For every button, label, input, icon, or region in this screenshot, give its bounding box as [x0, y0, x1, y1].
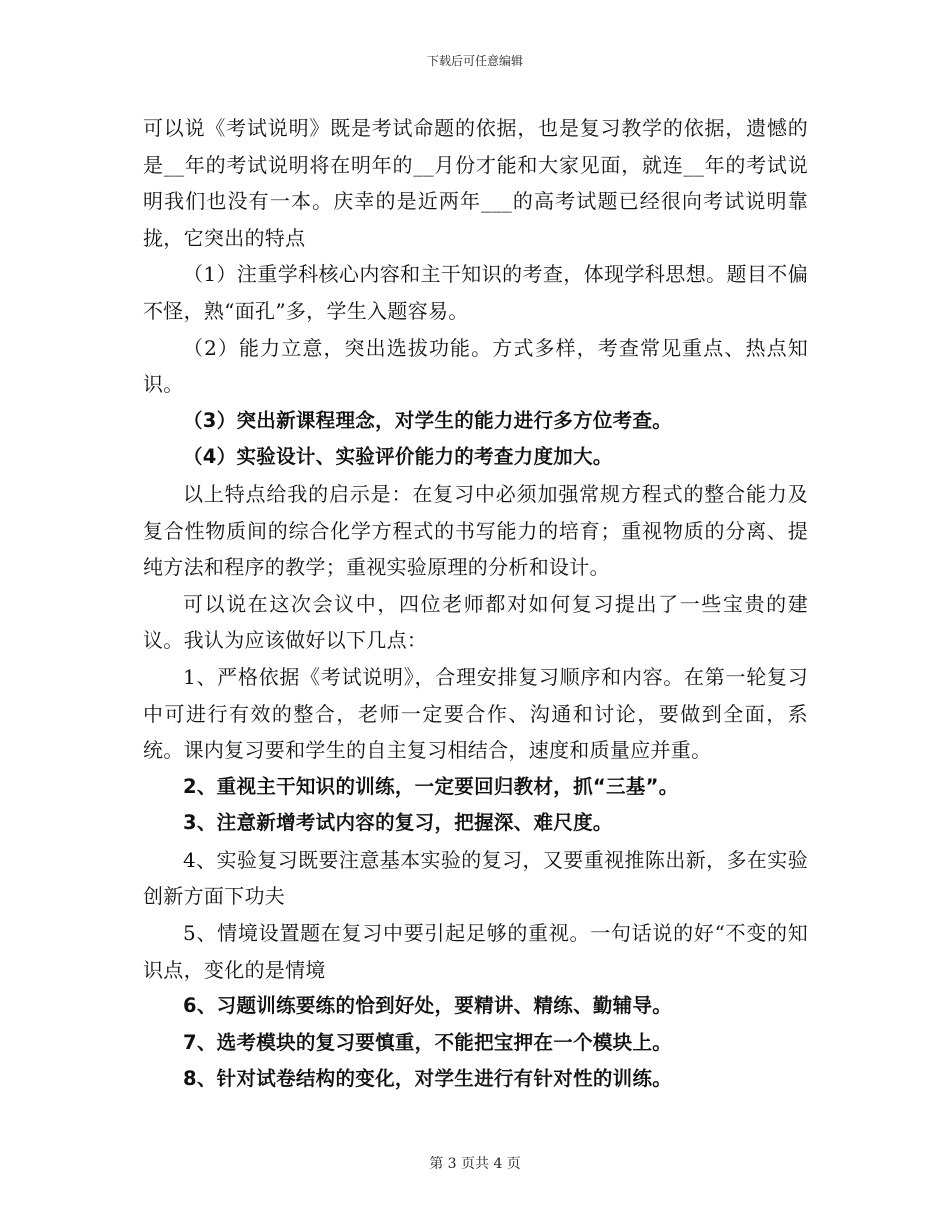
- feature-item-2: （2）能力立意，突出选拔功能。方式多样，考查常见重点、热点知识。: [143, 335, 808, 397]
- suggestion-item-7: 7、选考模块的复习要慎重，不能把宝押在一个模块上。: [183, 1030, 673, 1054]
- page-footer: 第 3 页共 4 页: [429, 1156, 521, 1172]
- feature-item-1: （1）注重学科核心内容和主干知识的考查，体现学科思想。题目不偏不怪，熟“面孔”多，学生入题容易。: [143, 262, 808, 323]
- suggestion-item-3: 3、注意新增考试内容的复习，把握深、难尺度。: [183, 811, 613, 835]
- suggestion-item-5: 5、情境设置题在复习中要引起足够的重视。一句话说的好“不变的知识点，变化的是情境: [143, 921, 808, 982]
- feature-item-4: （4）实验设计、实验评价能力的考查力度加大。: [183, 445, 613, 469]
- intro-paragraph: 可以说《考试说明》既是考试命题的依据，也是复习教学的依据，遗憾的是__年的考试说明将在明年的__月份才能和大家见面，就连__年的考试说明我们也没有一本。庆幸的是近两年___的高考试题已经很向考试说明靠拢，它突出的特点: [143, 116, 808, 250]
- feature-item-3: （3）突出新课程理念，对学生的能力进行多方位考查。: [183, 408, 673, 432]
- suggestion-item-6: 6、习题训练要练的恰到好处，要精讲、精练、勤辅导。: [183, 994, 673, 1018]
- insight-paragraph: 以上特点给我的启示是：在复习中必须加强常规方程式的整合能力及复合性物质间的综合化学方程式的书写能力的培育；重视物质的分离、提纯方法和程序的教学；重视实验原理的分析和设计。: [143, 481, 808, 580]
- page-header: 下载后可任意编辑: [426, 54, 523, 68]
- suggestion-intro-paragraph: 可以说在这次会议中，四位老师都对如何复习提出了一些宝贵的建议。我认为应该做好以下几点：: [143, 591, 808, 653]
- document-body: [143, 110, 808, 1098]
- suggestion-item-1: 1、严格依据《考试说明》，合理安排复习顺序和内容。在第一轮复习中可进行有效的整合，老师一定要合作、沟通和讨论，要做到全面，系统。课内复习要和学生的自主复习相结合，速度和质量应并重。: [143, 664, 808, 763]
- suggestion-item-4: 4、实验复习既要注意基本实验的复习，又要重视推陈出新，多在实验创新方面下功夫: [143, 847, 808, 909]
- suggestion-item-2: 2、重视主干知识的训练，一定要回归教材，抓“三基”。: [183, 774, 679, 798]
- suggestion-item-8: 8、针对试卷结构的变化，对学生进行有针对性的训练。: [183, 1067, 673, 1091]
